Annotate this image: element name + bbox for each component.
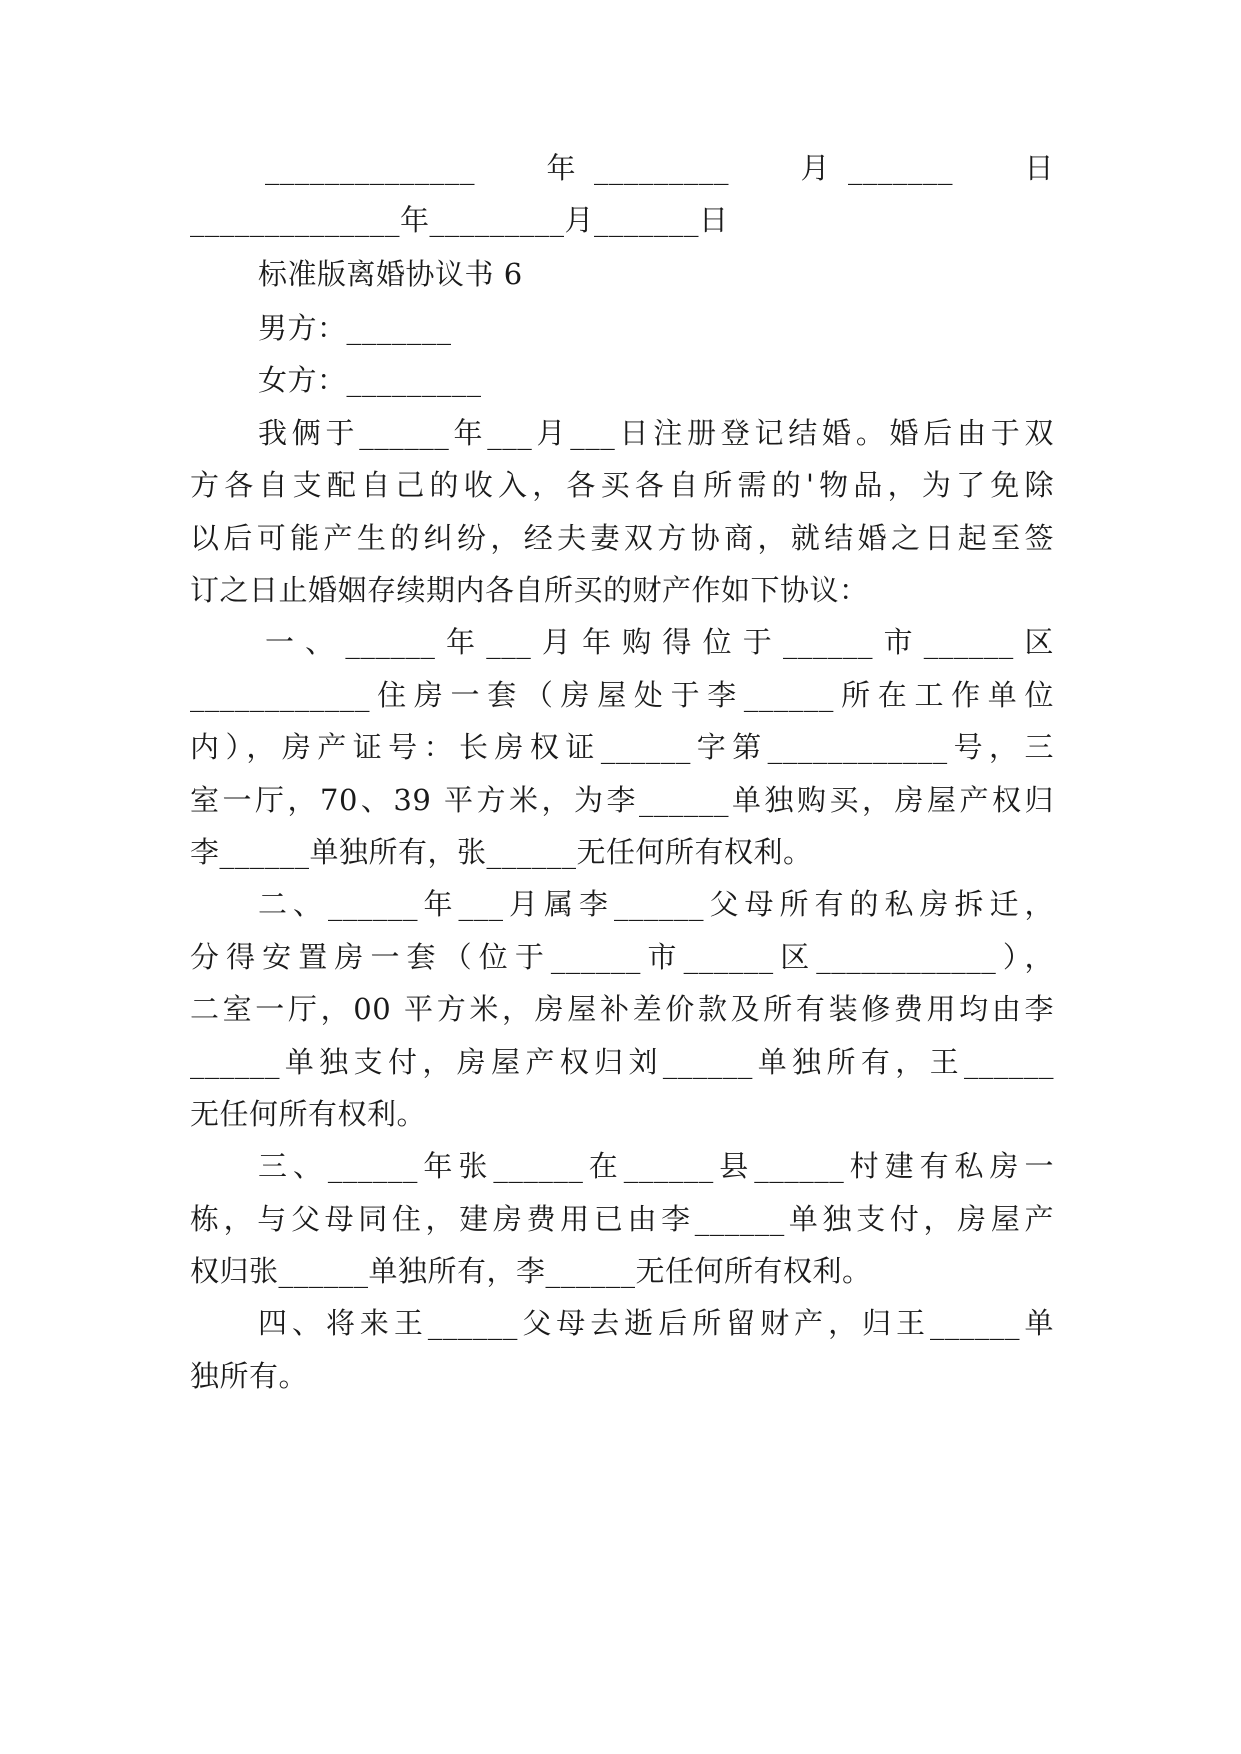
clause-1-line-2: ____________住房一套（房屋处于李______所在工作单位 [190, 678, 1054, 712]
husband-field: 男方：_______ [258, 311, 452, 345]
clause-3-line-3: 权归张______单独所有，李______无任何所有权利。 [190, 1254, 872, 1288]
document-title: 标准版离婚协议书 6 [258, 257, 523, 291]
paragraph-intro-line-1: 我俩于______年___月___日注册登记结婚。婚后由于双 [258, 416, 1054, 450]
clause-2-line-2: 分得安置房一套（位于______市______区____________）， [190, 940, 1054, 974]
clause-2-line-4: ______单独支付，房屋产权归刘______单独所有，王______ [190, 1045, 1054, 1079]
clause-2-line-5: 无任何所有权利。 [190, 1097, 427, 1131]
clause-2-line-1: 二、______年___月属李______父母所有的私房拆迁， [258, 887, 1054, 921]
date-line-2: ______________年_________月_______日 [190, 203, 729, 237]
clause-1-line-1: 一、______年___月年购得位于______市______区 [265, 625, 1054, 659]
paragraph-intro-line-3: 以后可能产生的纠纷，经夫妻双方协商，就结婚之日起至签 [190, 521, 1054, 555]
clause-2-line-3: 二室一厅，00 平方米，房屋补差价款及所有装修费用均由李 [190, 992, 1054, 1026]
clause-3-line-1: 三、______年张______在______县______村建有私房一 [258, 1149, 1054, 1183]
clause-4-line-1: 四、将来王______父母去逝后所留财产，归王______单 [258, 1306, 1054, 1340]
clause-1-line-5: 李______单独所有，张______无任何所有权利。 [190, 835, 813, 869]
wife-field: 女方：_________ [258, 363, 482, 397]
clause-1-line-3: 内），房产证号：长房权证______字第____________号，三 [190, 730, 1054, 764]
clause-1-line-4: 室一厅，70、39 平方米，为李______单独购买，房屋产权归 [190, 783, 1054, 817]
clause-3-line-2: 栋，与父母同住，建房费用已由李______单独支付，房屋产 [190, 1202, 1054, 1236]
paragraph-intro-line-4: 订之日止婚姻存续期内各自所买的财产作如下协议： [190, 573, 869, 607]
paragraph-intro-line-2: 方各自支配自己的收入，各买各自所需的'物品，为了免除 [190, 468, 1054, 502]
clause-4-line-2: 独所有。 [190, 1359, 309, 1393]
date-line-1: ______________ 年 _________ 月 _______ 日 [265, 151, 1054, 185]
